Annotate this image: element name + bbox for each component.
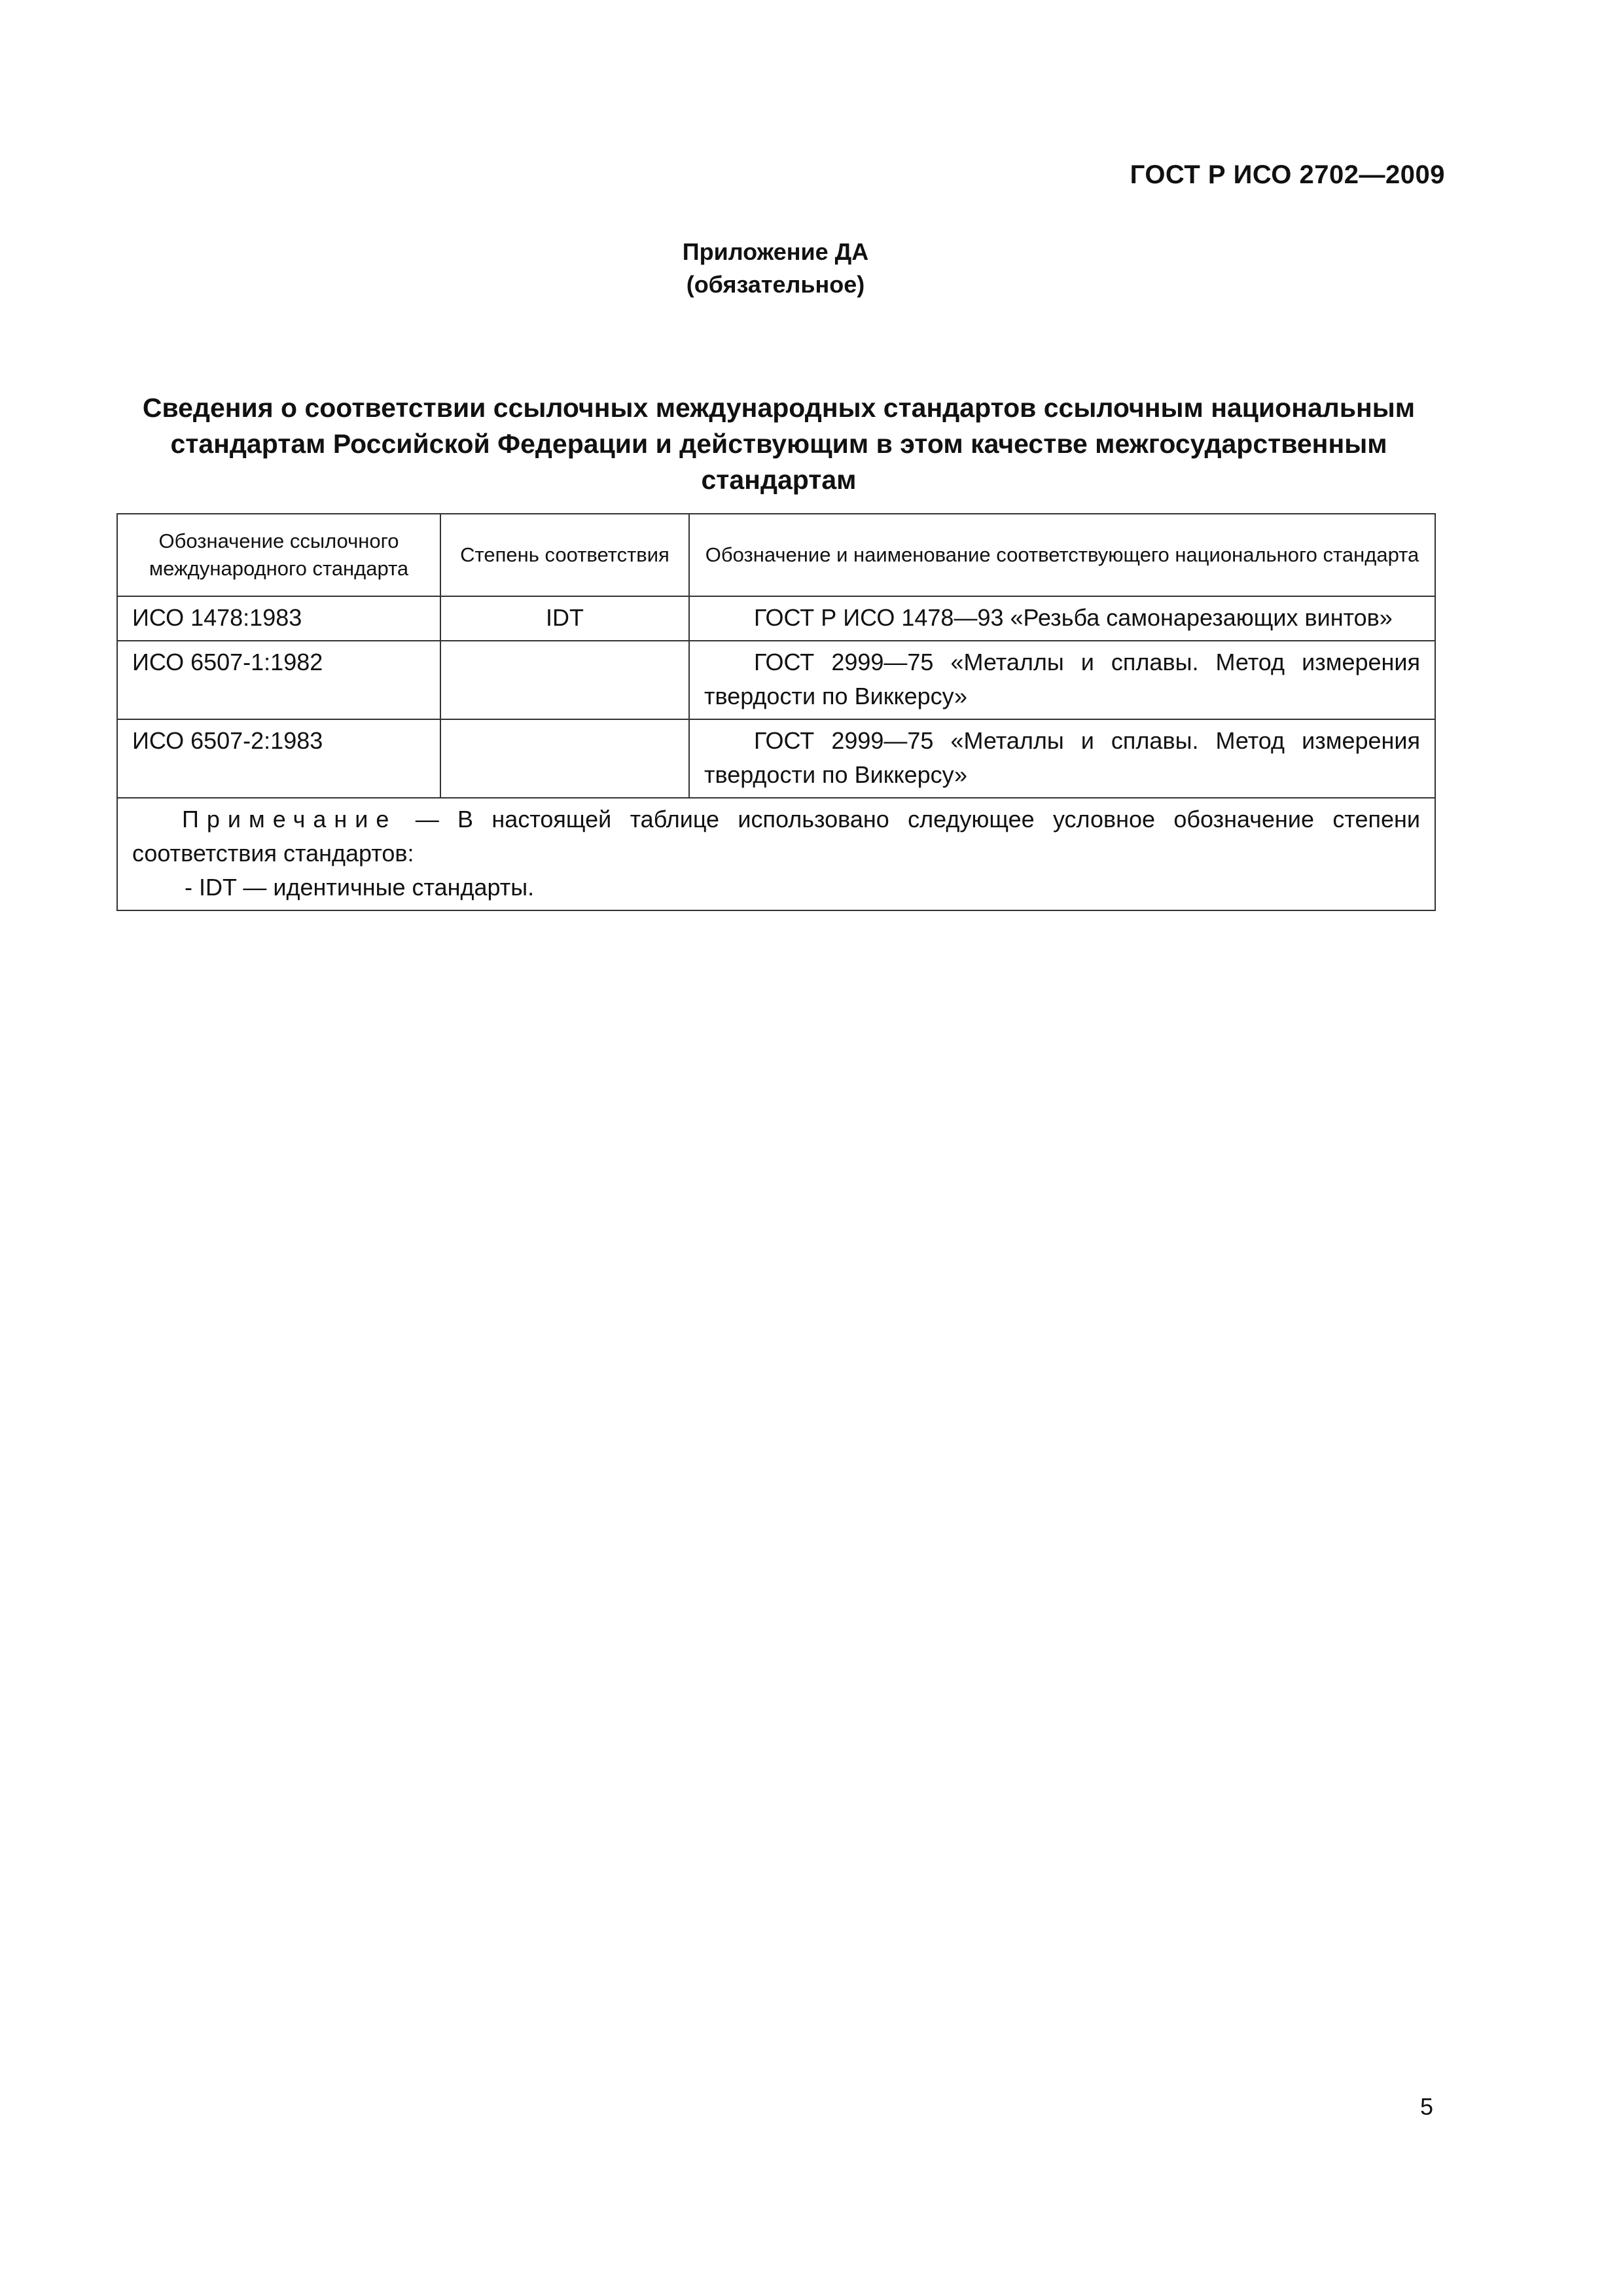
- cell-degree: [440, 719, 689, 798]
- annex-title: Приложение ДА: [682, 238, 869, 265]
- page-number: 5: [1419, 2093, 1433, 2120]
- note-text: — В настоящей таблице использовано следующее условное обозначение степени соответствия стандартов:: [132, 806, 1420, 867]
- cell-gost: ГОСТ 2999—75 «Металлы и сплавы. Метод измерения твердости по Виккерсу»: [689, 719, 1435, 798]
- section-title: Сведения о соответствии ссылочных международных стандартов ссылочным национальным стандартам Российской Федерации и действующим в этом качестве межгосударственным стандартам: [142, 393, 1416, 495]
- annex-heading: [0, 236, 1551, 301]
- cell-degree: [440, 641, 689, 719]
- annex-status: (обязательное): [686, 271, 865, 298]
- header-national-standard: Обозначение и наименование соответствующего национального стандарта: [689, 514, 1435, 596]
- table-note: [117, 798, 1435, 910]
- cell-iso: ИСО 6507-2:1983: [117, 719, 440, 798]
- cell-degree: IDT: [440, 596, 689, 641]
- cell-gost: ГОСТ Р ИСО 1478—93 «Резьба самонарезающих винтов»: [689, 596, 1435, 641]
- standards-correspondence-table: [116, 513, 1436, 911]
- cell-iso: ИСО 6507-1:1982: [117, 641, 440, 719]
- note-paragraph: [132, 802, 1420, 870]
- header-degree: Степень соответствия: [440, 514, 689, 596]
- table-row: [117, 641, 1435, 719]
- table-row: [117, 719, 1435, 798]
- document-code: ГОСТ Р ИСО 2702—2009: [1130, 160, 1445, 189]
- table-note-row: [117, 798, 1435, 910]
- table-header-row: [117, 514, 1435, 596]
- table-row: [117, 596, 1435, 641]
- cell-iso: ИСО 1478:1983: [117, 596, 440, 641]
- cell-gost: ГОСТ 2999—75 «Металлы и сплавы. Метод измерения твердости по Виккерсу»: [689, 641, 1435, 719]
- note-list-item: - IDT — идентичные стандарты.: [185, 874, 535, 901]
- header-iso-standard: Обозначение ссылочного международного стандарта: [117, 514, 440, 596]
- note-label: Примечание: [182, 806, 397, 833]
